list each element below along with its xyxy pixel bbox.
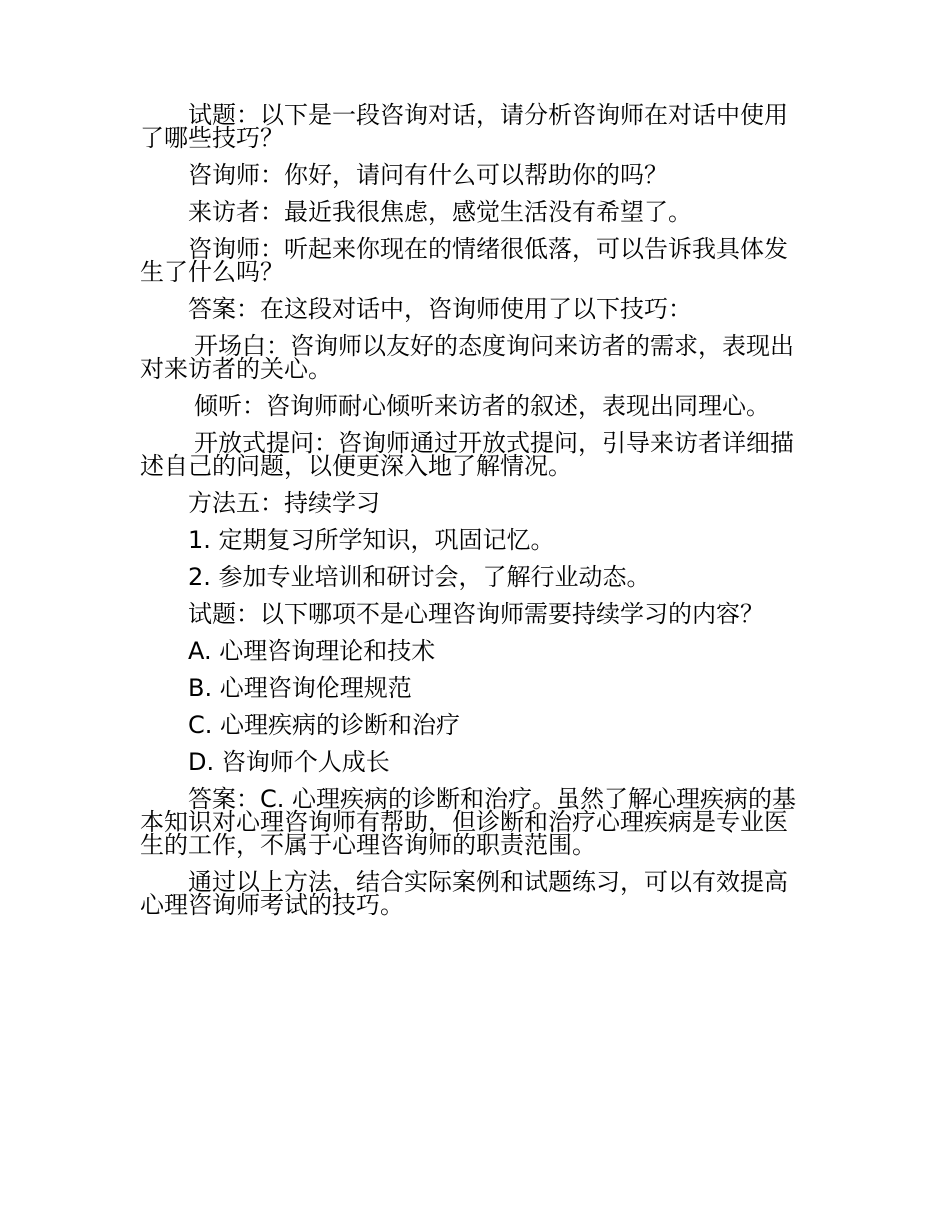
document-body [140, 101, 810, 931]
paragraph-technique-opening: 开场白：咨询师以友好的态度询问来访者的需求，表现出对来访者的关心。 [140, 332, 794, 383]
paragraph-option-b: B. 心理咨询伦理规范 [188, 674, 412, 702]
paragraph-method-5: 方法五：持续学习 [188, 489, 380, 517]
paragraph-option-c: C. 心理疾病的诊断和治疗 [188, 711, 461, 739]
paragraph-answer-1: 答案：在这段对话中，咨询师使用了以下技巧： [188, 295, 692, 323]
paragraph-method-5-item-2: 2. 参加专业培训和研讨会，了解行业动态。 [188, 563, 651, 591]
paragraph-client-1: 来访者：最近我很焦虑，感觉生活没有希望了。 [188, 198, 692, 226]
paragraph-technique-open-question: 开放式提问：咨询师通过开放式提问，引导来访者详细描述自己的问题，以便更深入地了解情况。 [140, 429, 794, 480]
paragraph-question-2: 试题：以下哪项不是心理咨询师需要持续学习的内容？ [188, 600, 764, 628]
paragraph-answer-2: 答案：C. 心理疾病的诊断和治疗。虽然了解心理疾病的基本知识对心理咨询师有帮助，但诊断和治疗心理疾病是专业医生的工作，不属于心理咨询师的职责范围。 [140, 785, 797, 859]
paragraph-conclusion: 通过以上方法，结合实际案例和试题练习，可以有效提高心理咨询师考试的技巧。 [140, 868, 788, 919]
paragraph-counselor-1: 咨询师：你好，请问有什么可以帮助你的吗？ [188, 161, 668, 189]
paragraph-counselor-2: 咨询师：听起来你现在的情绪很低落，可以告诉我具体发生了什么吗？ [140, 235, 788, 286]
paragraph-option-a: A. 心理咨询理论和技术 [188, 637, 436, 665]
paragraph-method-5-item-1: 1. 定期复习所学知识，巩固记忆。 [188, 526, 555, 554]
paragraph-option-d: D. 咨询师个人成长 [188, 748, 390, 776]
paragraph-technique-listening: 倾听：咨询师耐心倾听来访者的叙述，表现出同理心。 [194, 392, 770, 420]
paragraph-question-1: 试题：以下是一段咨询对话，请分析咨询师在对话中使用了哪些技巧？ [140, 101, 788, 152]
